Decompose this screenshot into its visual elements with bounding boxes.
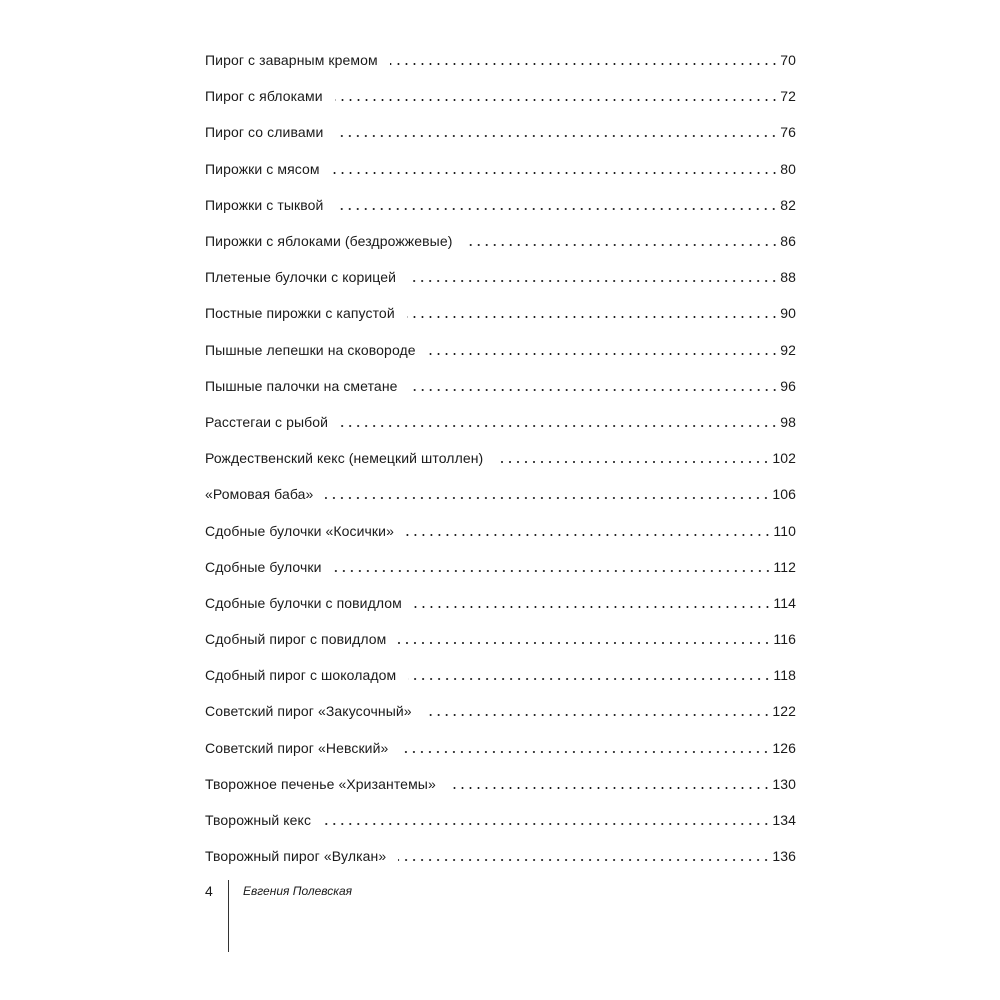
toc-entry-page: 90 <box>780 305 796 322</box>
dot-leader <box>406 534 771 536</box>
toc-entry-title: Советский пирог «Закусочный» <box>205 703 412 720</box>
toc-entry-page: 72 <box>780 88 796 105</box>
toc-entry-title: Плетеные булочки с корицей <box>205 269 397 286</box>
toc-entry <box>205 657 796 693</box>
dot-leader <box>495 461 770 463</box>
dot-leader <box>335 208 778 210</box>
toc-entry <box>205 114 796 150</box>
dot-leader <box>340 425 778 427</box>
table-of-contents <box>205 42 796 874</box>
toc-entry <box>205 259 796 295</box>
toc-entry-title: Пирожки с яблоками (бездрожжевые) <box>205 233 453 250</box>
toc-entry <box>205 766 796 802</box>
toc-entry <box>205 440 796 476</box>
dot-leader <box>448 787 770 789</box>
dot-leader <box>400 751 770 753</box>
toc-entry <box>205 42 796 78</box>
dot-leader <box>335 99 779 101</box>
toc-entry-page: 86 <box>780 233 796 250</box>
toc-entry-page: 98 <box>780 413 796 430</box>
toc-entry-page: 76 <box>780 124 796 141</box>
toc-entry-page: 92 <box>780 341 796 358</box>
toc-entry-page: 134 <box>772 812 796 829</box>
toc-entry-title: Рождественский кекс (немецкий штоллен) <box>205 450 484 467</box>
dot-leader <box>398 642 771 644</box>
toc-entry-page: 96 <box>780 377 796 394</box>
page-number: 4 <box>205 883 213 899</box>
toc-entry-page: 82 <box>780 196 796 213</box>
toc-entry <box>205 693 796 729</box>
dot-leader <box>390 63 778 65</box>
toc-entry-title: Пышные палочки на сметане <box>205 377 398 394</box>
toc-entry-page: 114 <box>773 594 796 611</box>
toc-entry-title: Советский пирог «Невский» <box>205 739 389 756</box>
toc-entry-page: 106 <box>772 486 796 503</box>
toc-entry <box>205 187 796 223</box>
toc-entry-title: Творожный кекс <box>205 812 312 829</box>
dot-leader <box>424 714 771 716</box>
toc-entry-title: Творожное печенье «Хризантемы» <box>205 775 436 792</box>
toc-entry-page: 112 <box>773 558 796 575</box>
toc-entry <box>205 838 796 874</box>
dot-leader <box>398 859 770 861</box>
footer-divider <box>228 880 229 952</box>
dot-leader <box>407 316 778 318</box>
toc-entry-title: Пирог с яблоками <box>205 88 323 105</box>
toc-entry <box>205 368 796 404</box>
dot-leader <box>465 244 779 246</box>
toc-entry <box>205 223 796 259</box>
toc-entry <box>205 332 796 368</box>
toc-entry-title: Сдобный пирог с шоколадом <box>205 667 397 684</box>
toc-entry-title: «Ромовая баба» <box>205 486 314 503</box>
toc-entry-title: Пышные лепешки на сковороде <box>205 341 416 358</box>
toc-entry-page: 110 <box>773 522 796 539</box>
toc-entry-page: 118 <box>773 667 796 684</box>
toc-entry-page: 70 <box>780 52 796 69</box>
toc-entry-title: Творожный пирог «Вулкан» <box>205 848 387 865</box>
toc-entry <box>205 78 796 114</box>
toc-entry-page: 80 <box>780 160 796 177</box>
toc-entry-page: 102 <box>772 450 796 467</box>
toc-entry <box>205 404 796 440</box>
toc-entry-page: 126 <box>772 739 796 756</box>
toc-entry-title: Пирог со сливами <box>205 124 324 141</box>
dot-leader <box>408 678 771 680</box>
toc-entry <box>205 730 796 766</box>
toc-entry <box>205 802 796 838</box>
toc-entry <box>205 512 796 548</box>
toc-entry <box>205 585 796 621</box>
toc-entry <box>205 621 796 657</box>
toc-entry-page: 116 <box>773 631 796 648</box>
dot-leader <box>408 280 778 282</box>
author-name: Евгения Полевская <box>243 884 353 898</box>
toc-entry <box>205 151 796 187</box>
dot-leader <box>332 172 779 174</box>
toc-entry-title: Сдобный пирог с повидлом <box>205 631 387 648</box>
dot-leader <box>325 497 770 499</box>
toc-entry <box>205 295 796 331</box>
dot-leader <box>428 353 779 355</box>
toc-entry-title: Сдобные булочки «Косички» <box>205 522 394 539</box>
toc-entry-page: 136 <box>772 848 796 865</box>
dot-leader <box>335 135 778 137</box>
dot-leader <box>334 570 772 572</box>
toc-entry <box>205 549 796 585</box>
dot-leader <box>410 389 779 391</box>
dot-leader <box>323 823 770 825</box>
toc-entry-title: Сдобные булочки <box>205 558 322 575</box>
toc-entry-page: 130 <box>772 775 796 792</box>
toc-entry-title: Сдобные булочки с повидлом <box>205 594 402 611</box>
toc-entry-page: 122 <box>772 703 796 720</box>
dot-leader <box>414 606 771 608</box>
toc-entry-title: Пирог с заварным кремом <box>205 52 378 69</box>
toc-entry-title: Расстегаи с рыбой <box>205 413 329 430</box>
toc-entry-title: Пирожки с мясом <box>205 160 320 177</box>
toc-entry-page: 88 <box>780 269 796 286</box>
toc-entry-title: Постные пирожки с капустой <box>205 305 395 322</box>
page-footer <box>205 880 505 952</box>
toc-entry-title: Пирожки с тыквой <box>205 196 324 213</box>
toc-entry <box>205 476 796 512</box>
